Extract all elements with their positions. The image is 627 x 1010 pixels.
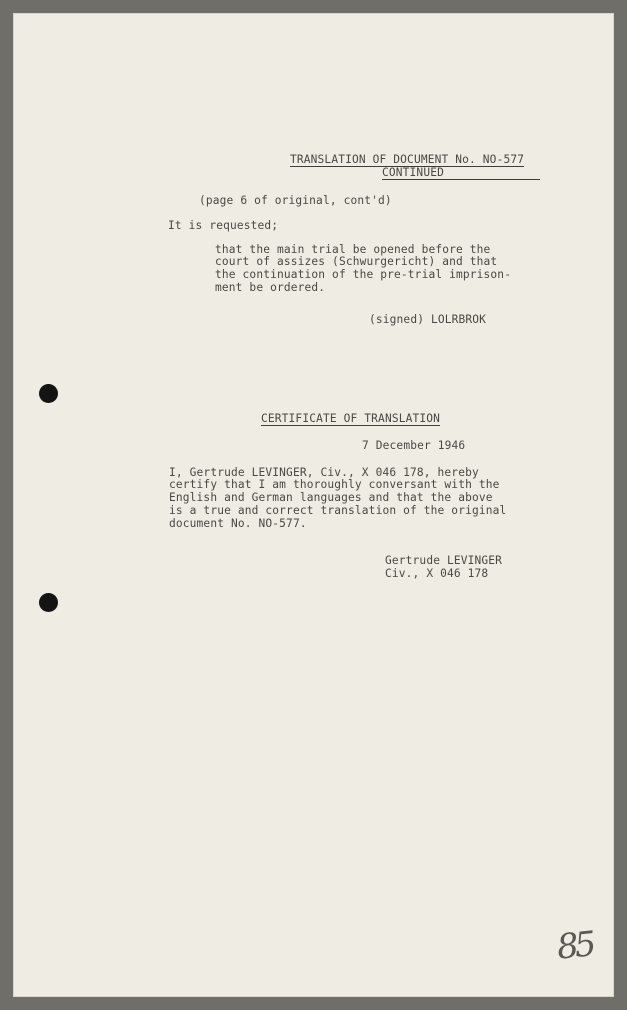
certificate-line: English and German languages and that the above <box>169 491 493 504</box>
signer-name: Gertrude LEVINGER <box>385 554 503 567</box>
page-reference: (page 6 of original, cont'd) <box>199 194 392 207</box>
certificate-line: I, Gertrude LEVINGER, Civ., X 046 178, hereby <box>169 466 479 479</box>
header-title: TRANSLATION OF DOCUMENT No. NO-577 <box>290 153 525 166</box>
header-subtitle: CONTINUED <box>382 167 540 180</box>
request-line: that the main trial be opened before the <box>215 243 491 256</box>
request-line: ment be ordered. <box>215 281 326 294</box>
certificate-line: certify that I am thoroughly conversant with the <box>169 478 500 491</box>
request-signature: (signed) LOLRBROK <box>369 313 487 326</box>
request-line: court of assizes (Schwurgericht) and that <box>215 255 498 268</box>
certificate-line: document No. NO-577. <box>169 517 307 530</box>
request-line: the continuation of the pre-trial imprison- <box>215 268 512 281</box>
signer-id: Civ., X 046 178 <box>385 567 489 580</box>
punch-hole-top <box>39 384 58 403</box>
handwritten-page-number: 85 <box>555 924 595 968</box>
certificate-title: CERTIFICATE OF TRANSLATION <box>261 412 441 425</box>
punch-hole-bottom <box>39 593 58 612</box>
request-intro: It is requested; <box>168 219 279 232</box>
certificate-date: 7 December 1946 <box>362 439 466 452</box>
certificate-line: is a true and correct translation of the original <box>169 504 507 517</box>
